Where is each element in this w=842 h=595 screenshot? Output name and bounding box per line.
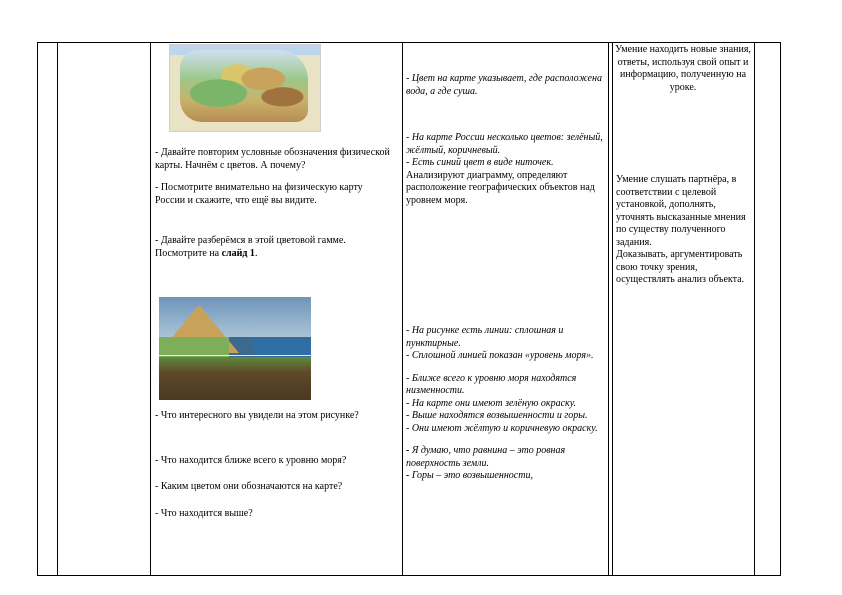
teacher-q4: - Что интересного вы увидели на этом рисунке? <box>155 410 359 421</box>
skill-1: Умение находить новые знания, ответы, используя свой опыт и информацию, полученную на уроке. <box>615 44 751 93</box>
teacher-column <box>155 147 395 260</box>
col-border-2 <box>150 42 151 576</box>
slide-ref: слайд 1 <box>221 247 255 259</box>
student-answer-11: - Я думаю, что равнина – это ровная поверхность земли. <box>406 445 566 469</box>
col-border-4 <box>608 42 609 576</box>
student-answer-12: - Горы – это возвышенности, <box>406 470 533 481</box>
teacher-q6: - Каким цветом они обозначаются на карте? <box>155 481 343 492</box>
student-answer-8: - На карте они имеют зелёную окраску. <box>406 397 577 409</box>
skill-3: Доказывать, аргументировать свою точку зрения, осуществлять анализ объекта. <box>616 249 745 285</box>
student-answer-7: - Ближе всего к уровню моря находятся низменности. <box>406 372 577 396</box>
student-answer-5: - На рисунке есть линии: сплошная и пунктирные. <box>406 325 564 349</box>
skills-column-1 <box>614 44 752 94</box>
col-border-7 <box>780 42 781 576</box>
student-answers-3 <box>406 325 604 483</box>
col-border-3 <box>402 42 403 576</box>
student-answer-1: - Цвет на карте указывает, где расположена вода, а где суша. <box>406 73 602 97</box>
teacher-q5: - Что находится ближе всего к уровню моря? <box>155 454 347 466</box>
map-land <box>180 50 308 122</box>
table-top-border <box>37 42 780 43</box>
student-answer-2: - На карте России несколько цветов: зелёный, жёлтый, коричневый. <box>406 132 603 156</box>
slide-ground <box>159 357 311 400</box>
teacher-q3: - Давайте разберёмся в этой цветовой гамме. Посмотрите на слайд 1. <box>155 235 346 259</box>
student-answer-6: - Сплошной линией показан «уровень моря». <box>406 350 594 361</box>
russia-physical-map-image <box>169 44 321 132</box>
student-answers-2 <box>406 132 604 207</box>
student-answer-10: - Они имеют жёлтую и коричневую окраску. <box>406 422 598 434</box>
slide-sea-level-line <box>159 355 311 356</box>
teacher-column-lower <box>155 410 395 520</box>
col-border-6 <box>754 42 755 576</box>
skills-column-2 <box>616 174 752 287</box>
teacher-q2: - Посмотрите внимательно на физическую карту России и скажите, что ещё вы видите. <box>155 182 363 206</box>
col-border-1 <box>57 42 58 576</box>
col-border-0 <box>37 42 38 576</box>
skill-2: Умение слушать партнёра, в соответствии с целевой установкой, дополнять, уточнять высказанные мнения по существу полученного задания. <box>616 174 746 248</box>
table-bottom-border <box>37 575 780 576</box>
student-answer-3: - Есть синий цвет в виде ниточек. <box>406 157 554 168</box>
teacher-q7: - Что находится выше? <box>155 507 253 519</box>
student-answer-9: - Выше находятся возвышенности и горы. <box>406 410 588 421</box>
slide-hill <box>159 337 229 357</box>
elevation-slide-image <box>159 297 311 400</box>
col-border-5 <box>612 42 613 576</box>
teacher-q1: - Давайте повторим условные обозначения физической карты. Начнём с цветов. А почему? <box>155 147 390 171</box>
student-activity-analysis: Анализируют диаграмму, определяют расположение географических объектов над уровнем моря. <box>406 169 595 206</box>
